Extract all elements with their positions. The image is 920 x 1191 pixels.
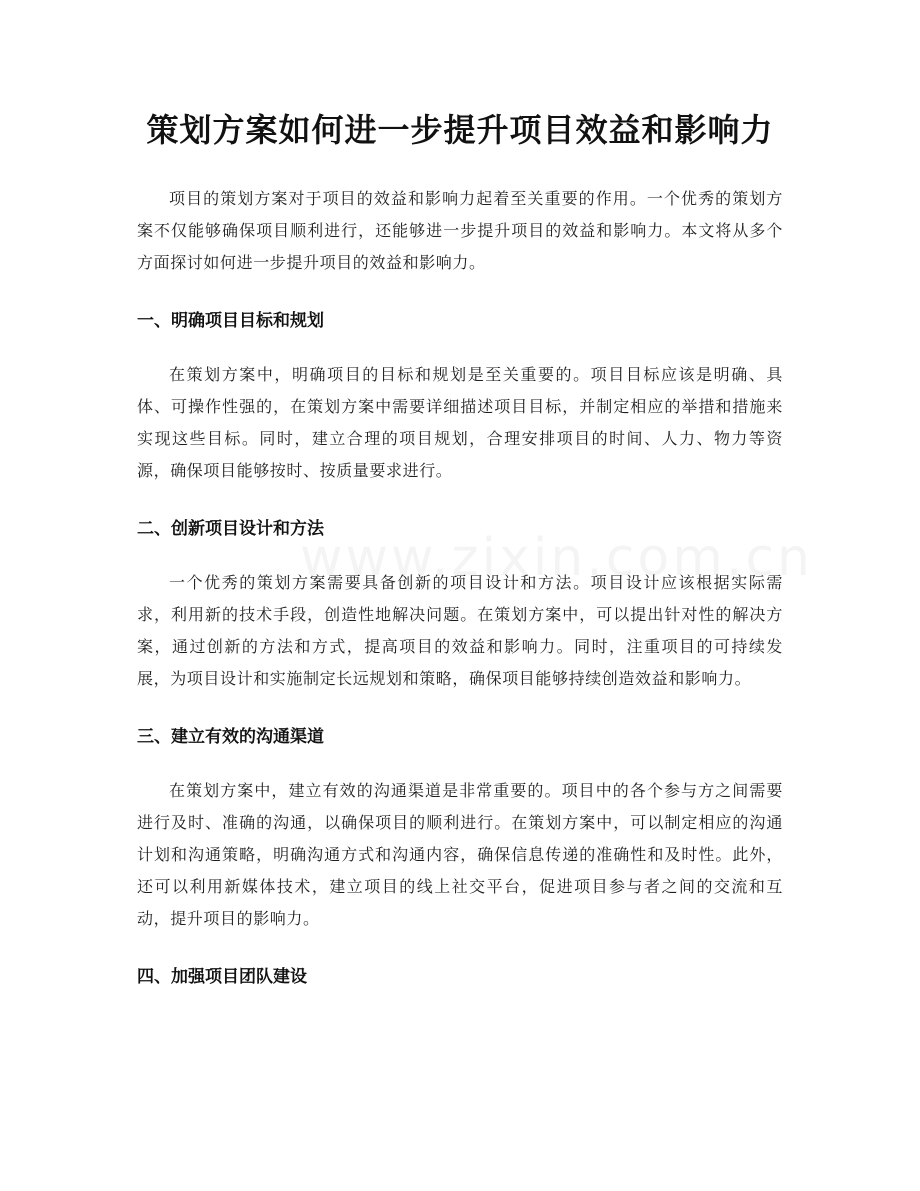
- section-body-1: 在策划方案中，明确项目的目标和规划是至关重要的。项目目标应该是明确、具体、可操作性强的，在策划方案中需要详细描述项目目标，并制定相应的举措和措施来实现这些目标。同时，建立合理的项目规划，合理安排项目的时间、人力、物力等资源，确保项目能够按时、按质量要求进行。: [137, 365, 783, 480]
- section-heading-2: 二、创新项目设计和方法: [137, 519, 324, 539]
- document-body: [137, 183, 783, 993]
- intro-paragraph: 项目的策划方案对于项目的效益和影响力起着至关重要的作用。一个优秀的策划方案不仅能够确保项目顺利进行，还能够进一步提升项目的效益和影响力。本文将从多个方面探讨如何进一步提升项目的效益和影响力。: [137, 189, 783, 272]
- section-heading-3: 三、建立有效的沟通渠道: [137, 727, 324, 747]
- page-title: 策划方案如何进一步提升项目效益和影响力: [146, 111, 774, 149]
- section-heading-1: 一、明确项目目标和规划: [137, 311, 324, 331]
- section-heading-4: 四、加强项目团队建设: [137, 967, 307, 987]
- section-body-2: 一个优秀的策划方案需要具备创新的项目设计和方法。项目设计应该根据实际需求，利用新的技术手段，创造性地解决问题。在策划方案中，可以提出针对性的解决方案，通过创新的方法和方式，提高项目的效益和影响力。同时，注重项目的可持续发展，为项目设计和实施制定长远规划和策略，确保项目能够持续创造效益和影响力。: [137, 573, 783, 688]
- section-body-3: 在策划方案中，建立有效的沟通渠道是非常重要的。项目中的各个参与方之间需要进行及时、准确的沟通，以确保项目的顺利进行。在策划方案中，可以制定相应的沟通计划和沟通策略，明确沟通方式和沟通内容，确保信息传递的准确性和及时性。此外，还可以利用新媒体技术，建立项目的线上社交平台，促进项目参与者之间的交流和互动，提升项目的影响力。: [137, 781, 783, 928]
